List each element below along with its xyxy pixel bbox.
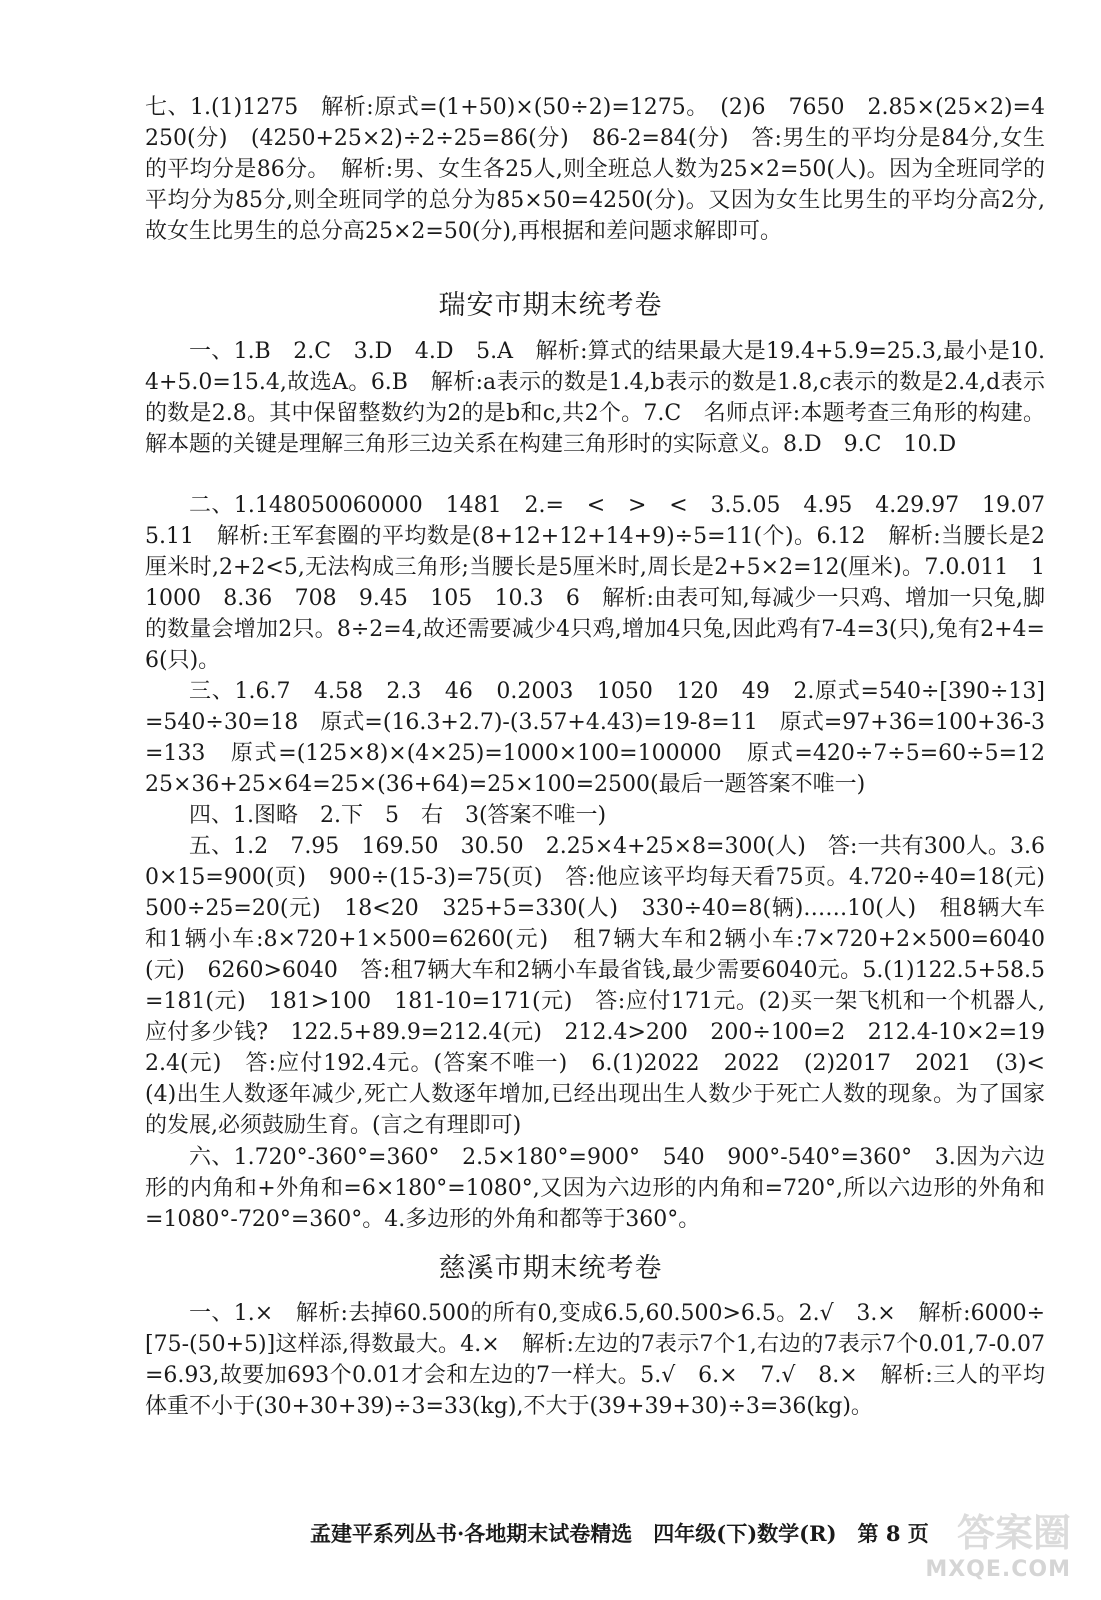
- ruian-part-1: 一、1.B 2.C 3.D 4.D 5.A 解析:算式的结果最大是19.4+5.9=25.3,最小是10.4+5.0=15.4,故选A。6.B 解析:a表示的数是1.4,b表示的数是1.8,c表示的数是2.4,d表示的数是2.8。其中保留整数约为2的是b和c,共2个。7.C 名师点评:本题考查三角形的构建。解本题的关键是理解三角形三边关系在构建三角形时的实际意义。8.D 9.C 10.D: [145, 339, 1045, 457]
- page-footer: 孟建平系列丛书·各地期末试卷精选 四年级(下)数学(R) 第 8 页: [310, 1521, 929, 1546]
- cixi-part-1: 一、1.× 解析:去掉60.500的所有0,变成6.5,60.500>6.5。2.√ 3.× 解析:6000÷[75-(50+5)]这样添,得数最大。4.× 解析:左边的7表示7个1,右边的7表示7个0.01,7-0.07=6.93,故要加693个0.01才会和左边的7一样大。5.√ 6.× 7.√ 8.× 解析:三人的平均体重不小于(30+30+39)÷3=33(kg),不大于(39+39+30)÷3=36(kg)。: [145, 1301, 1045, 1419]
- ruian-part-3: 三、1.6.7 4.58 2.3 46 0.2003 1050 120 49 2.原式=540÷[390÷13]=540÷30=18 原式=(16.3+2.7)-(3.57+4.43)=19-8=11 原式=97+36=100+36-3=133 原式=(125×8)×(4×25)=1000×100=100000 原式=420÷7÷5=60÷5=12 25×36+25×64=25×(36+64)=25×100=2500(最后一题答案不唯一): [145, 679, 1068, 797]
- heading-cixi: 慈溪市期末统考卷: [438, 1253, 663, 1284]
- watermark: [911, 1502, 1071, 1582]
- section-7-answers: 七、1.(1)1275 解析:原式=(1+50)×(50÷2)=1275。 (2)6 7650 2.85×(25×2)=4250(分) (4250+25×2)÷2÷25=86(分) 86-2=84(分) 答:男生的平均分是84分,女生的平均分是86分。 解析:男、女生各25人,则全班总人数为25×2=50(人)。因为全班同学的平均分为85分,则全班同学的总分为85×50=4250(分)。又因为女生比男生的平均分高2分,故女生比男生的总分高25×2=50(分),再根据和差问题求解即可。: [145, 95, 1045, 244]
- ruian-part-2: 二、1.148050060000 1481 2.= < > < 3.5.05 4.95 4.29.97 19.07 5.11 解析:王军套圈的平均数是(8+12+12+14+9)÷5=11(个)。6.12 解析:当腰长是2厘米时,2+2<5,无法构成三角形;当腰长是5厘米时,周长是2+5×2=12(厘米)。7.0.011 11000 8.36 708 9.45 105 10.3 6 解析:由表可知,每减少一只鸡、增加一只兔,脚的数量会增加2只。8÷2=4,故还需要减少4只鸡,增加4只兔,因此鸡有7-4=3(只),兔有2+4=6(只)。: [145, 493, 1068, 673]
- ruian-part-5: 五、1.2 7.95 169.50 30.50 2.25×4+25×8=300(人) 答:一共有300人。3.60×15=900(页) 900÷(15-3)=75(页) 答:他应该平均每天看75页。4.720÷40=18(元) 500÷25=20(元) 18<20 325+5=330(人) 330÷40=8(辆)……10(人) 租8辆大车和1辆小车:8×720+1×500=6260(元) 租7辆大车和2辆小车:7×720+2×500=6040(元) 6260>6040 答:租7辆大车和2辆小车最省钱,最少需要6040元。5.(1)122.5+58.5=181(元) 181>100 181-10=171(元) 答:应付171元。(2)买一架飞机和一个机器人,应付多少钱? 122.5+89.9=212.4(元) 212.4>200 200÷100=2 212.4-10×2=192.4(元) 答:应付192.4元。(答案不唯一) 6.(1)2022 2022 (2)2017 2021 (3)< (4)出生人数逐年减少,死亡人数逐年增加,已经出现出生人数少于死亡人数的现象。为了国家的发展,必须鼓励生育。(言之有理即可): [145, 834, 1068, 1138]
- ruian-part-6: 六、1.720°-360°=360° 2.5×180°=900° 540 900°-540°=360° 3.因为六边形的内角和+外角和=6×180°=1080°,又因为六边形的内角和=720°,所以六边形的外角和=1080°-720°=360°。4.多边形的外角和都等于360°。: [145, 1145, 1045, 1232]
- watermark-logo: 答案圈: [956, 1511, 1071, 1555]
- watermark-site: MXQE.COM: [925, 1557, 1071, 1582]
- heading-ruian: 瑞安市期末统考卷: [438, 290, 663, 321]
- ruian-part-4: 四、1.图略 2.下 5 右 3(答案不唯一): [189, 803, 607, 828]
